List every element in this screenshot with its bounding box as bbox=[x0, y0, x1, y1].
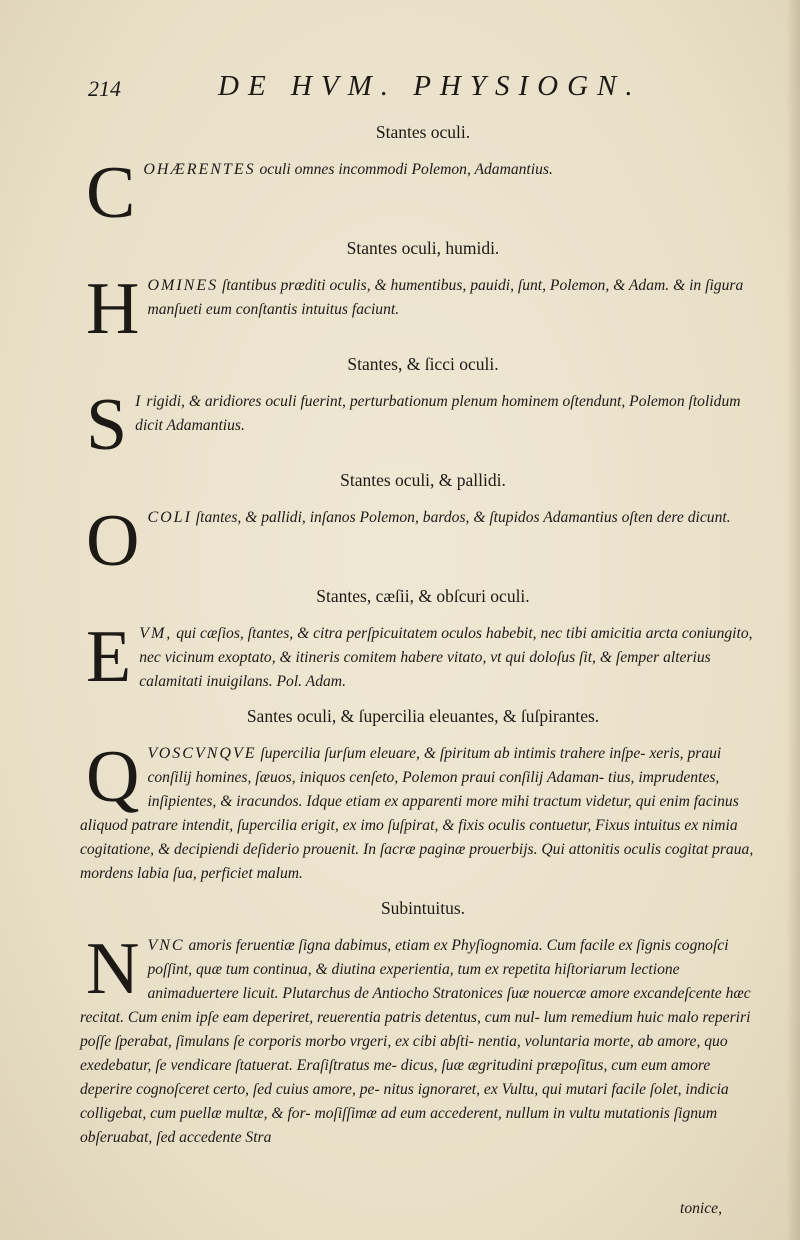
section-heading: Stantes oculi. bbox=[375, 122, 471, 142]
lead-word: VNC bbox=[147, 937, 185, 954]
section-stantes-sicci bbox=[80, 352, 766, 466]
section-paragraph bbox=[80, 928, 766, 1150]
catchword: tonice, bbox=[680, 1200, 722, 1217]
page-edge-shadow bbox=[786, 0, 800, 1240]
lead-word: VOSCVNQVE bbox=[147, 745, 257, 762]
drop-capital: S bbox=[86, 384, 128, 466]
lead-word: COLI bbox=[147, 509, 192, 526]
section-heading: Stantes, cæſii, & obſcuri oculi. bbox=[316, 586, 530, 606]
section-paragraph bbox=[80, 384, 766, 466]
paragraph-text: oculi omnes incommodi Polemon, Adamantius. bbox=[255, 161, 553, 178]
paragraph-text: rigidi, & aridiores oculi fuerint, perturbationum plenum hominem oſtendunt, Polemon ſtolidum dicit Adamantius. bbox=[135, 393, 741, 434]
running-title: DE HVM. PHYSIOGN. bbox=[218, 70, 642, 102]
lead-word: OMINES bbox=[147, 277, 219, 294]
section-stantes-humidi bbox=[80, 236, 766, 350]
section-heading: Subintuitus. bbox=[380, 898, 466, 918]
section-stantes-oculi bbox=[80, 120, 766, 234]
section-supercilia-eleuantes bbox=[80, 704, 766, 886]
running-header bbox=[88, 70, 688, 110]
lead-word: OHÆRENTES bbox=[143, 161, 256, 178]
page-number: 214 bbox=[88, 76, 121, 101]
section-paragraph bbox=[80, 152, 766, 234]
section-heading: Stantes, & ſicci oculi. bbox=[347, 354, 499, 374]
section-stantes-pallidi bbox=[80, 468, 766, 582]
section-paragraph bbox=[80, 616, 766, 698]
paragraph-text: qui cæſios, ſtantes, & citra perſpicuitatem oculos habebit, nec tibi amicitia arcta coniungito, nec vicinum exoptato, & itineris comitem habere vitato, vt qui doloſus ſit, & ſemper alterius calamitati inuigilans. Pol. Adam. bbox=[139, 625, 753, 690]
drop-capital: N bbox=[86, 928, 140, 1010]
section-heading: Santes oculi, & ſupercilia eleuantes, & ſuſpirantes. bbox=[246, 706, 600, 726]
section-paragraph bbox=[80, 500, 766, 582]
drop-capital: Q bbox=[86, 736, 140, 818]
lead-word: I bbox=[135, 393, 143, 410]
section-stantes-caesii bbox=[80, 584, 766, 698]
lead-word: VM, bbox=[139, 625, 173, 642]
section-paragraph bbox=[80, 268, 766, 350]
paragraph-text: ſtantibus præditi oculis, & humentibus, pauidi, ſunt, Polemon, & Adam. & in ſigura manſueti eum conſtantis intuitus faciunt. bbox=[147, 277, 744, 318]
paragraph-text: amoris feruentiæ ſigna dabimus, etiam ex Phyſiognomia. Cum facile ex ſignis cognoſci poſſint, quæ tum continua, & diutina experientia, tum ex repetita hiſtoriarum lectione animaduertere licuit. Plutarchus de Antiocho Stratonices ſuæ nouercæ amore excandeſcente hæc recitat. Cum enim ipſe eam deperiret, reuerentia patris detentus, cum nul- lum remedium huic malo reperiri poſſe ſperabat, ſimulans ſe corporis morbo vrgeri, ex cibi abſti- nentia, voluntaria morte, ab amore, quo exedebatur, ſe vendicare ſtatuerat. Eraſiſtratus me- dicus, ſuæ ægritudini præpoſitus, cum eum amore deperire cognoſceret certo, ſed cuius amore, pe- nitus ignoraret, ex Vultu, qui mutari facile ſolet, indicia colligebat, cum puellæ multæ, & for- moſiſſimæ ad eum accederent, nullum in vultu mutationis ſignum obſeruabat, ſed accedente Stra bbox=[80, 937, 751, 1146]
section-heading: Stantes oculi, humidi. bbox=[346, 238, 500, 258]
section-heading: Stantes oculi, & pallidi. bbox=[340, 470, 506, 490]
drop-capital: O bbox=[86, 500, 140, 582]
section-paragraph bbox=[80, 736, 766, 886]
drop-capital: C bbox=[86, 152, 136, 234]
page-body bbox=[80, 110, 766, 1158]
drop-capital: E bbox=[86, 616, 132, 698]
paragraph-text: ſupercilia ſurſum eleuare, & ſpiritum ab intimis trahere inſpe- xeris, praui conſilij homines, ſæuos, iniquos cenſeto, Polemon praui conſilij Adaman- tius, imprudentes, inſipientes, & iracundos. Idque etiam ex apparenti more mihi tractum videtur, qui enim facinus aliquod patrare intendit, ſupercilia erigit, ex imo ſuſpirat, & fixis oculis contuetur, Fixus intuitus ex nimia cogitatione, & decipiendi deſiderio prouenit. In ſacræ paginæ prouerbijs. Qui attonitis oculis cogitat praua, mordens labia ſua, perficiet malum. bbox=[80, 745, 754, 882]
section-subintuitus bbox=[80, 896, 766, 1150]
drop-capital: H bbox=[86, 268, 140, 350]
paragraph-text: ſtantes, & pallidi, inſanos Polemon, bardos, & ſtupidos Adamantius oſten dere dicunt. bbox=[191, 509, 731, 526]
